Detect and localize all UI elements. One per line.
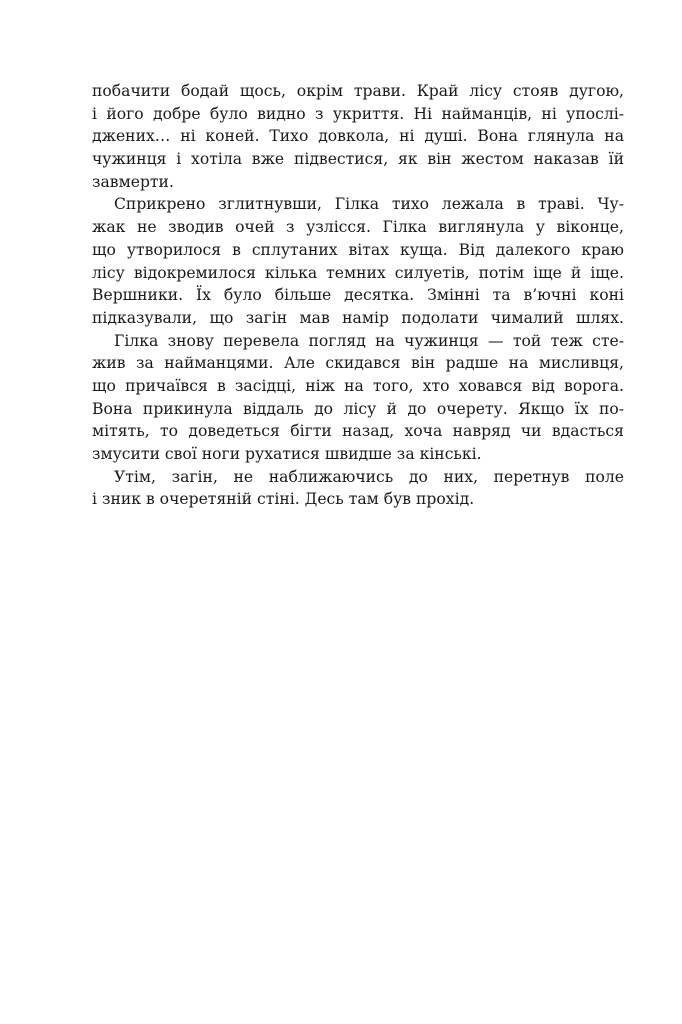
text-line: лісу відокремилося кілька темних силуетів, потім іще й іще. [92, 263, 624, 282]
text-line: побачити бодай щось, окрім трави. Край лісу стояв дугою, [92, 82, 624, 100]
text-line: що утворилося в сплутаних вітах куща. Від далекого краю [92, 240, 624, 259]
text-line: що причаївся в засідці, ніж на того, хто ховався від ворога. [92, 376, 624, 395]
text-line: і зник в очеретяній стіні. Десь там був прохід. [92, 490, 475, 509]
body-text [92, 80, 624, 511]
text-line: Вершники. Їх було більше десятка. Змінні та в’ючні коні [92, 286, 624, 305]
text-line: жив за найманцями. Але скидався він радше на мисливця, [92, 354, 624, 373]
text-line: завмерти. [92, 172, 174, 191]
text-line: змусити свої ноги рухатися швидше за кінські. [92, 445, 482, 463]
text-line: жак не зводив очей з узлісся. Гілка виглянула у віконце, [92, 218, 624, 237]
text-line: джених… ні коней. Тихо довкола, ні душі. Вона глянула на [92, 127, 624, 146]
text-line: Сприкрено зглитнувши, Гілка тихо лежала в траві. Чу- [114, 195, 624, 214]
text-line: і його добре було видно з укриття. Ні найманців, ні упослі- [92, 104, 624, 123]
text-line: Утім, загін, не наближаючись до них, перетнув поле [114, 467, 624, 486]
text-line: Вона прикинула віддаль до лісу й до очерету. Якщо їх по- [92, 399, 624, 418]
text-line: Гілка знову перевела погляд на чужинця — той теж сте- [114, 331, 624, 350]
text-line: чужинця і хотіла вже підвестися, як він жестом наказав їй [92, 150, 624, 169]
text-line: підказували, що загін мав намір подолати чималий шлях. [92, 308, 624, 327]
text-line: мітять, то доведеться бігти назад, хоча навряд чи вдасться [92, 422, 624, 441]
